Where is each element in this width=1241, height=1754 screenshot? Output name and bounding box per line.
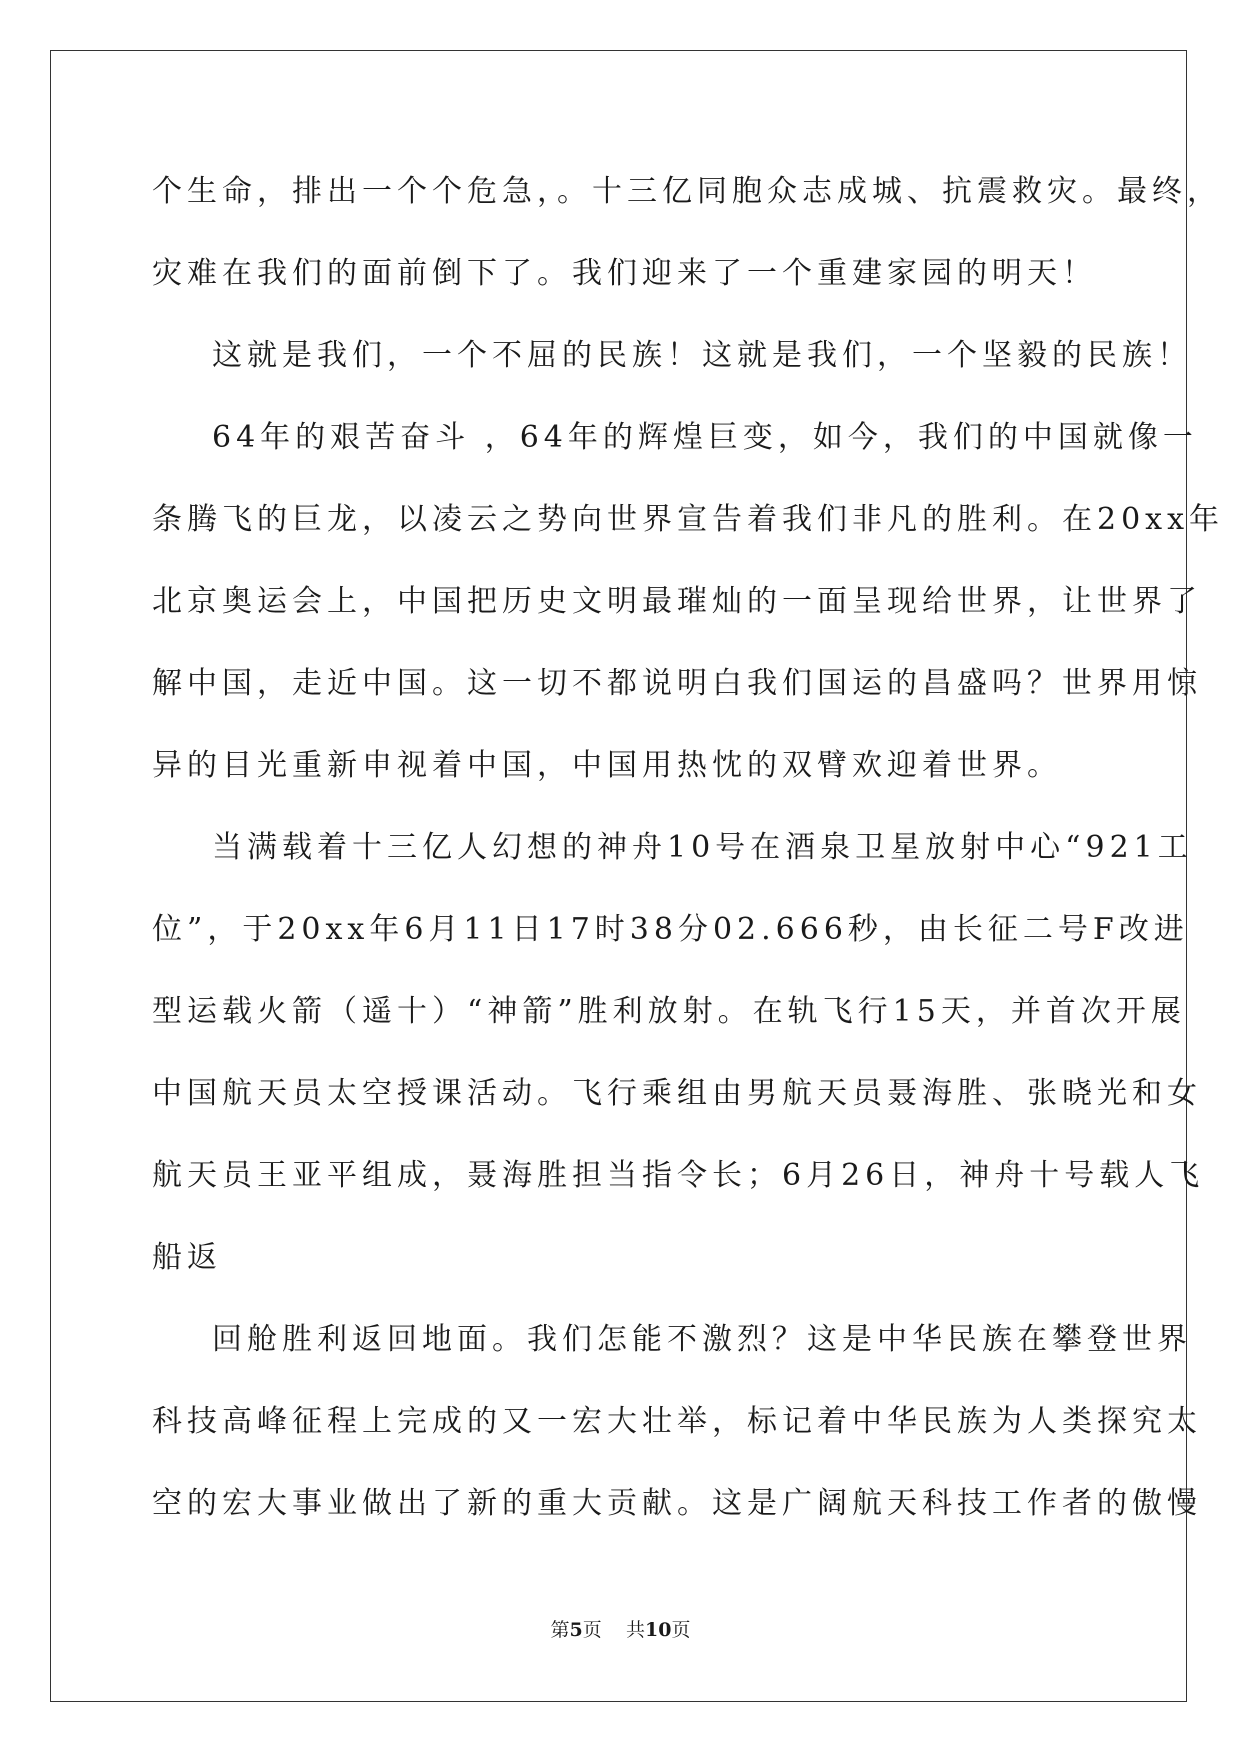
text-line: 位”，于20xx年6月11日17时38分02.666秒，由长征二号F改进 [152, 912, 1189, 947]
text-line: 型运载火箭（遥十）“神箭”胜利放射。在轨飞行15天，并首次开展 [152, 994, 1186, 1029]
document-body [152, 162, 1225, 1556]
text-line: 中国航天员太空授课活动。飞行乘组由男航天员聂海胜、张晓光和女 [152, 1076, 1202, 1111]
total-pages: 10 [644, 1619, 672, 1641]
text-line: 个生命，排出一个个危急，。十三亿同胞众志成城、抗震救灾。最终， [152, 174, 1222, 209]
page-suffix: 页 [582, 1619, 602, 1641]
text-line: 航天员王亚平组成，聂海胜担当指令长；6月26日，神舟十号载人飞 [152, 1158, 1205, 1193]
page-number: 5 [569, 1619, 583, 1641]
text-line: 北京奥运会上，中国把历史文明最璀灿的一面呈现给世界，让世界了 [152, 584, 1202, 619]
total-suffix: 页 [671, 1619, 691, 1641]
total-prefix: 共 [625, 1619, 645, 1641]
page-prefix: 第 [550, 1619, 570, 1641]
text-line: 当满载着十三亿人幻想的神舟10号在酒泉卫星放射中心“921工 [212, 830, 1193, 865]
text-line: 回舱胜利返回地面。我们怎能不激烈？这是中华民族在攀登世界 [212, 1322, 1192, 1357]
text-line: 空的宏大事业做出了新的重大贡献。这是广阔航天科技工作者的傲慢 [152, 1486, 1202, 1521]
text-line: 64年的艰苦奋斗 ，64年的辉煌巨变，如今，我们的中国就像一 [212, 420, 1198, 455]
text-line: 解中国，走近中国。这一切不都说明白我们国运的昌盛吗？世界用惊 [152, 666, 1202, 701]
text-line: 科技高峰征程上完成的又一宏大壮举，标记着中华民族为人类探究太 [152, 1404, 1202, 1439]
text-line: 条腾飞的巨龙，以凌云之势向世界宣告着我们非凡的胜利。在20xx年 [152, 502, 1225, 537]
text-line: 异的目光重新申视着中国，中国用热忱的双臂欢迎着世界。 [152, 748, 1062, 783]
page-footer [0, 1617, 1241, 1643]
text-line: 船返 [152, 1240, 222, 1275]
text-line: 灾难在我们的面前倒下了。我们迎来了一个重建家园的明天！ [152, 256, 1097, 291]
text-line: 这就是我们，一个不屈的民族！这就是我们，一个坚毅的民族！ [212, 338, 1192, 373]
